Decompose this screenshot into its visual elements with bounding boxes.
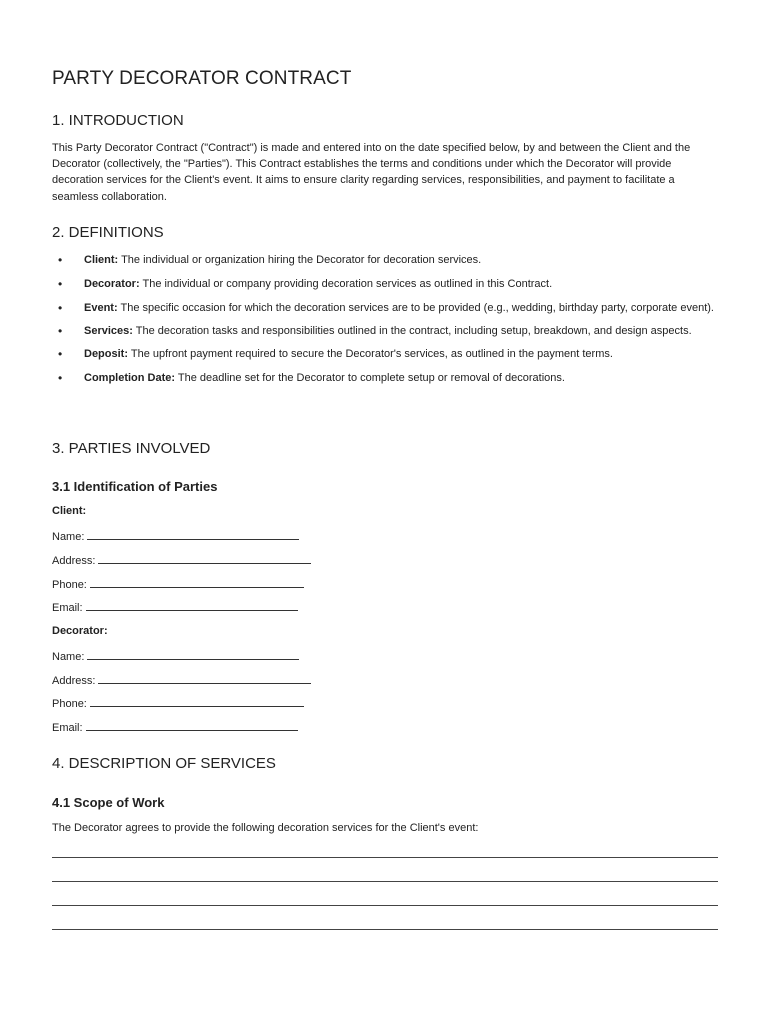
decorator-address-field[interactable] [52, 673, 311, 687]
scope-blank-line[interactable] [52, 929, 718, 930]
client-address-field[interactable] [52, 553, 311, 567]
address-label: Address: [52, 675, 96, 687]
decorator-phone-blank[interactable] [90, 696, 304, 707]
decorator-phone-field[interactable] [52, 696, 304, 710]
bullet-icon: • [58, 323, 63, 338]
definition-item [52, 346, 720, 362]
section-definitions-heading: 2. DEFINITIONS [52, 224, 164, 241]
client-name-blank[interactable] [87, 529, 299, 540]
name-label: Name: [52, 531, 85, 543]
definition-text: The decoration tasks and responsibilities outlined in the contract, including setup, breakdown, and design aspects. [132, 324, 692, 337]
definition-item [52, 370, 720, 386]
scope-blank-line[interactable] [52, 857, 718, 858]
definition-text: The upfront payment required to secure the Decorator's services, as outlined in the payment terms. [128, 347, 613, 360]
client-email-blank[interactable] [86, 600, 298, 611]
decorator-name-field[interactable] [52, 649, 299, 663]
scope-of-work-text: The Decorator agrees to provide the following decoration services for the Client's event: [52, 822, 479, 834]
definition-text: The deadline set for the Decorator to complete setup or removal of decorations. [175, 372, 565, 385]
scope-blank-line[interactable] [52, 905, 718, 906]
definition-term: Completion Date: [84, 372, 176, 385]
definition-item [52, 323, 720, 339]
client-name-field[interactable] [52, 529, 299, 543]
decorator-name-blank[interactable] [87, 649, 299, 660]
client-phone-blank[interactable] [90, 577, 304, 588]
page-title: PARTY DECORATOR CONTRACT [52, 68, 352, 89]
bullet-icon: • [58, 277, 63, 292]
bullet-icon: • [58, 253, 63, 267]
section-introduction-heading: 1. INTRODUCTION [52, 112, 184, 129]
definition-text: The individual or company providing decoration services as outlined in this Contract. [139, 278, 553, 291]
phone-label: Phone: [52, 698, 87, 710]
bullet-icon: • [58, 346, 63, 361]
bullet-icon: • [58, 371, 63, 386]
client-label: Client: [52, 505, 87, 517]
definition-item [52, 276, 720, 292]
definition-term: Services: [84, 324, 133, 337]
definitions-list [52, 252, 720, 386]
client-address-blank[interactable] [98, 553, 311, 564]
bullet-icon: • [58, 301, 63, 316]
definition-text: The specific occasion for which the decoration services are to be provided (e.g., wedding, birthday party, corporate event). [117, 302, 714, 315]
definition-item [52, 300, 720, 316]
decorator-address-blank[interactable] [98, 673, 311, 684]
client-phone-field[interactable] [52, 577, 304, 591]
decorator-email-field[interactable] [52, 720, 298, 734]
definition-term: Deposit: [84, 347, 128, 360]
definition-term: Decorator: [84, 278, 140, 291]
definition-text: The individual or organization hiring the Decorator for decoration services. [118, 254, 482, 266]
definition-term: Client: [84, 254, 119, 266]
scope-of-work-subheading: 4.1 Scope of Work [52, 795, 165, 810]
definition-term: Event: [84, 302, 118, 315]
client-email-field[interactable] [52, 600, 298, 614]
phone-label: Phone: [52, 579, 87, 591]
scope-blank-line[interactable] [52, 881, 718, 882]
decorator-label: Decorator: [52, 625, 108, 637]
name-label: Name: [52, 651, 85, 663]
address-label: Address: [52, 555, 96, 567]
section-parties-heading: 3. PARTIES INVOLVED [52, 440, 211, 457]
definition-item [52, 252, 720, 268]
email-label: Email: [52, 602, 83, 614]
email-label: Email: [52, 722, 83, 734]
introduction-paragraph: This Party Decorator Contract ("Contract") is made and entered into on the date specified below, by and between the Client and the Decorator (collectively, the "Parties"). This Contract establishes the terms and conditions under which the Decorator will provide decoration services for the Client's event. It aims to ensure clarity regarding services, responsibilities, and payment to facilitate a seamless collaboration. [52, 142, 691, 203]
decorator-email-blank[interactable] [86, 720, 298, 731]
section-services-heading: 4. DESCRIPTION OF SERVICES [52, 755, 276, 772]
identification-subheading: 3.1 Identification of Parties [52, 479, 218, 494]
